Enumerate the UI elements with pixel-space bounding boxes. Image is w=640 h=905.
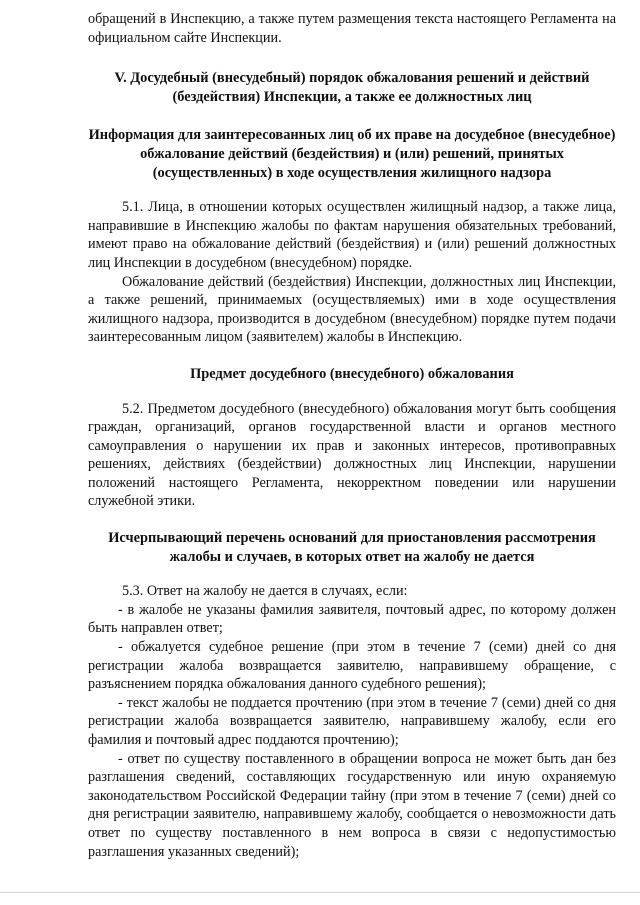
paragraph-5-3: 5.3. Ответ на жалобу не дается в случаях, если: — [122, 583, 408, 600]
info-heading: Информация для заинтересованных лиц об их праве на досудебное (внесудебное) обжалование действий (бездействия) и (или) решений, принятых (осуществленных) в ходе осуществления жилищного надзора — [88, 127, 616, 181]
grounds-heading: Исчерпывающий перечень оснований для приостановления рассмотрения жалобы и случаев, в которых ответ на жалобу не дается — [108, 530, 596, 565]
list-item: - обжалуется судебное решение (при этом в течение 7 (семи) дней со дня регистрации жалоба возвращается заявителю, направившему обращение, с разъяснением порядка обжалования данного судебного решения); — [88, 639, 616, 693]
paragraph-5-1-continued: Обжалование действий (бездействия) Инспекции, должностных лиц Инспекции, а также решений, принимаемых (осуществляемых) ими в ходе осуществления жилищного надзора, производится в досудебном (внесудебном) порядке путем подачи заинтересованным лицом (заявителем) жалобы в Инспекцию. — [88, 273, 616, 346]
section-5-title: V. Досудебный (внесудебный) порядок обжалования решений и действий (бездействия) Инспекции, а также ее должностных лиц — [114, 70, 590, 105]
list-item: - в жалобе не указаны фамилия заявителя, почтовый адрес, по которому должен быть направлен ответ; — [88, 601, 616, 637]
list-item: - ответ по существу поставленного в обращении вопроса не может быть дан без разглашения сведений, составляющих государственную или иную охраняемую законодательством Российской Федерации тайну (при этом в течение 7 (семи) дней со дня регистрации заявителю, направившему жалобу, сообщается о невозможности дать ответ по существу поставленного в нем вопроса в связи с недопустимостью разглашения указанных сведений); — [88, 750, 616, 860]
document-page — [88, 10, 616, 861]
list-item: - текст жалобы не поддается прочтению (при этом в течение 7 (семи) дней со дня регистрации жалоба возвращается заявителю, направившему жалобу, если его фамилия и почтовый адрес поддаются прочтению); — [88, 694, 616, 748]
subject-heading: Предмет досудебного (внесудебного) обжалования — [190, 365, 514, 382]
paragraph-5-1: 5.1. Лица, в отношении которых осуществлен жилищный надзор, а также лица, направившие в Инспекцию жалобы по фактам нарушения обязательных требований, имеют право на обжалование действий (бездействия) и (или) решений должностных лиц Инспекции в досудебном (внесудебном) порядке. — [88, 199, 616, 271]
scan-bottom-edge — [0, 892, 640, 893]
paragraph-5-2: 5.2. Предметом досудебного (внесудебного) обжалования могут быть сообщения граждан, организаций, органов государственной власти и органов местного самоуправления о нарушении их прав и законных интересов, противоправных решениях, действиях (бездействии) должностных лиц Инспекции, нарушении положений настоящего Регламента, некорректном поведении или нарушении служебной этики. — [88, 400, 616, 510]
intro-paragraph-tail: обращений в Инспекцию, а также путем размещения текста настоящего Регламента на официальном сайте Инспекции. — [88, 11, 616, 46]
